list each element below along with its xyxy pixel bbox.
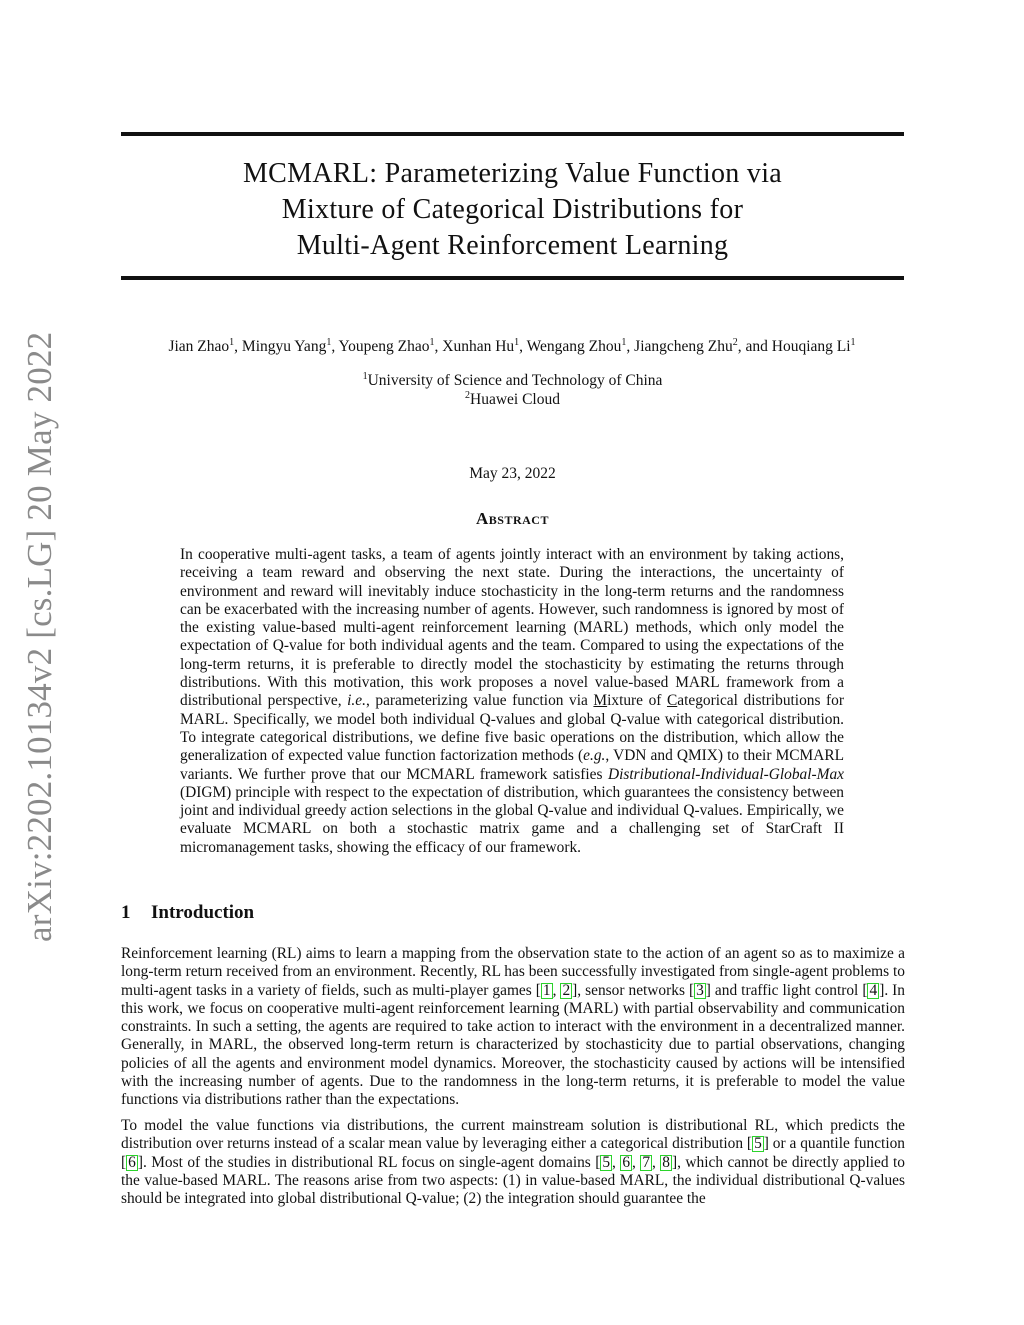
- separator: ,: [626, 338, 635, 356]
- section-title: Introduction: [151, 902, 255, 923]
- affiliation-mark: 1: [362, 371, 368, 382]
- author-affil-mark: 1: [326, 337, 332, 348]
- author-name: Wengang Zhou: [526, 338, 622, 356]
- separator: ,: [552, 981, 561, 999]
- citation-link[interactable]: 8: [662, 1153, 670, 1171]
- paper-date: May 23, 2022: [469, 465, 556, 482]
- abstract-text: ixture of: [607, 692, 667, 710]
- author-name: Jian Zhao: [168, 338, 230, 356]
- abstract-heading: Abstract: [476, 509, 549, 528]
- affiliation-mark: 2: [465, 390, 470, 401]
- separator: ,: [519, 338, 527, 356]
- author-affil-mark: 1: [429, 337, 435, 348]
- separator: ,: [331, 338, 339, 356]
- intro-paragraph-1: [121, 945, 905, 1110]
- body-text: ], which cannot be directly applied to the value-based MARL. The reasons arise from two aspects: (1) in value-based MARL, the individual distributional Q-values should be integrated into global distributional Q-value; (2) the integration should guarantee the: [121, 1153, 905, 1208]
- separator: ,: [652, 1153, 661, 1171]
- abstract-text: ategorical distributions for MARL. Specifically, we model both individual Q-values and global Q-value with categorical distribution. To integrate categorical distributions, we define five basic operations on the distribution, which allow the generalization of expected value function factorization methods (: [180, 692, 844, 765]
- title-line-1: MCMARL: Parameterizing Value Function via: [242, 158, 783, 189]
- author-name: Houqiang Li: [771, 338, 851, 356]
- citation-link[interactable]: 6: [622, 1153, 631, 1171]
- author-affil-mark: 1: [229, 337, 235, 348]
- citation-link[interactable]: 2: [562, 981, 571, 999]
- body-text: ], sensor networks [: [572, 981, 695, 999]
- separator: ,: [632, 1153, 641, 1171]
- abstract-underlined-letter: C: [666, 692, 678, 710]
- abstract-body: [180, 546, 844, 857]
- author-affil-mark: 1: [850, 337, 856, 348]
- author-affil-mark: 1: [621, 337, 627, 348]
- body-text: ] and traffic light control [: [705, 981, 868, 999]
- abstract-text: , VDN and QMIX) to their MCMARL variants. We further prove that our MCMARL framework satisfies: [180, 747, 844, 783]
- abstract-text: , parameterizing value function via: [365, 692, 594, 710]
- title-rule-top: [121, 132, 904, 136]
- section-number: 1: [121, 902, 131, 923]
- affiliation-1: [121, 371, 904, 390]
- affiliation-2: [121, 390, 904, 409]
- body-text: Reinforcement learning (RL) aims to learn a mapping from the observation state to the action of an agent so as to maximize a long-term return received from an environment. Recently, RL has been successfully investigated from single-agent problems to multi-agent tasks in a variety of fields, such as multi-player games [: [121, 945, 905, 999]
- separator: ,: [612, 1153, 621, 1171]
- author-name: Jiangcheng Zhu: [634, 338, 733, 356]
- body-text: To model the value functions via distributions, the current mainstream solution is distributional RL, which predicts the distribution over returns instead of a scalar mean value by leveraging either a categorical distribution [: [121, 1117, 905, 1153]
- abstract-underlined-letter: M: [593, 692, 608, 710]
- body-text: ]. Most of the studies in distributional RL focus on single-agent domains [: [137, 1153, 601, 1171]
- section-heading-introduction: [121, 902, 254, 924]
- title-rule-bottom: [121, 276, 904, 280]
- author-name: Xunhan Hu: [442, 338, 515, 356]
- author-name: Youpeng Zhao: [338, 338, 430, 356]
- separator: , and: [737, 338, 772, 356]
- abstract-italic: i.e.: [347, 692, 366, 710]
- citation-link[interactable]: 7: [642, 1153, 651, 1171]
- citation-link[interactable]: 4: [869, 981, 878, 999]
- author-name: Mingyu Yang: [241, 338, 327, 356]
- citation-link[interactable]: 5: [602, 1153, 611, 1171]
- affiliation-name: Huawei Cloud: [470, 391, 560, 409]
- affiliation-name: University of Science and Technology of China: [367, 372, 663, 390]
- intro-paragraph-2: [121, 1117, 905, 1208]
- citation-link[interactable]: 1: [542, 981, 551, 999]
- author-list: [60, 337, 964, 356]
- citation-link[interactable]: 6: [128, 1153, 136, 1171]
- separator: ,: [234, 338, 242, 356]
- title-line-2: Mixture of Categorical Distributions for: [281, 194, 744, 225]
- title-line-3: Multi-Agent Reinforcement Learning: [296, 230, 729, 261]
- citation-link[interactable]: 5: [754, 1135, 762, 1153]
- body-text: ]. In this work, we focus on cooperative multi-agent reinforcement learning (MARL) with partial observability and communication constraints. In such a setting, the agents are required to take action to interact with the environment in a decentralized manner. Generally, in MARL, the observed long-term return is characterized by stochasticity due to partial observations, changing policies of all the agents and environment model dynamics. Moreover, the stochasticity caused by actions will be intensified with the increasing number of agents. Due to the randomness in the long-term returns, it is preferable to model the value functions via distributions rather than the expectations.: [121, 981, 905, 1109]
- paper-title: [121, 156, 904, 264]
- abstract-text: In cooperative multi-agent tasks, a team of agents jointly interact with an environment by taking actions, receiving a team reward and observing the next state. During the interactions, the uncertainty of environment and reward will inevitably induce stochasticity in the long-term returns and the randomness can be exacerbated with the increasing number of agents. However, such randomness is ignored by most of the existing value-based multi-agent reinforcement learning (MARL) methods, which only model the expectation of Q-value for both individual agents and the team. Compared to using the expectations of the long-term returns, it is preferable to directly model the stochasticity by estimating the returns through distributions. With this motivation, this work proposes a novel value-based MARL framework from a distributional perspective,: [180, 546, 844, 710]
- abstract-italic: Distributional-Individual-Global-Max: [608, 765, 844, 783]
- author-affil-mark: 2: [732, 337, 738, 348]
- arxiv-sidebar-id[interactable]: arXiv:2202.10134v2 [cs.LG] 20 May 2022: [20, 331, 59, 942]
- abstract-italic: e.g.: [583, 747, 606, 765]
- author-affil-mark: 1: [514, 337, 520, 348]
- separator: ,: [434, 338, 443, 356]
- abstract-text: (DIGM) principle with respect to the expectation of distribution, which guarantees the consistency between joint and individual greedy action selections in the global Q-value and individual Q-values. Empirically, we evaluate MCMARL on both a stochastic matrix game and a challenging set of StarCraft II micromanagement tasks, showing the efficacy of our framework.: [180, 783, 844, 856]
- body-text: ] or a quantile function [: [121, 1135, 905, 1171]
- citation-link[interactable]: 3: [696, 981, 704, 999]
